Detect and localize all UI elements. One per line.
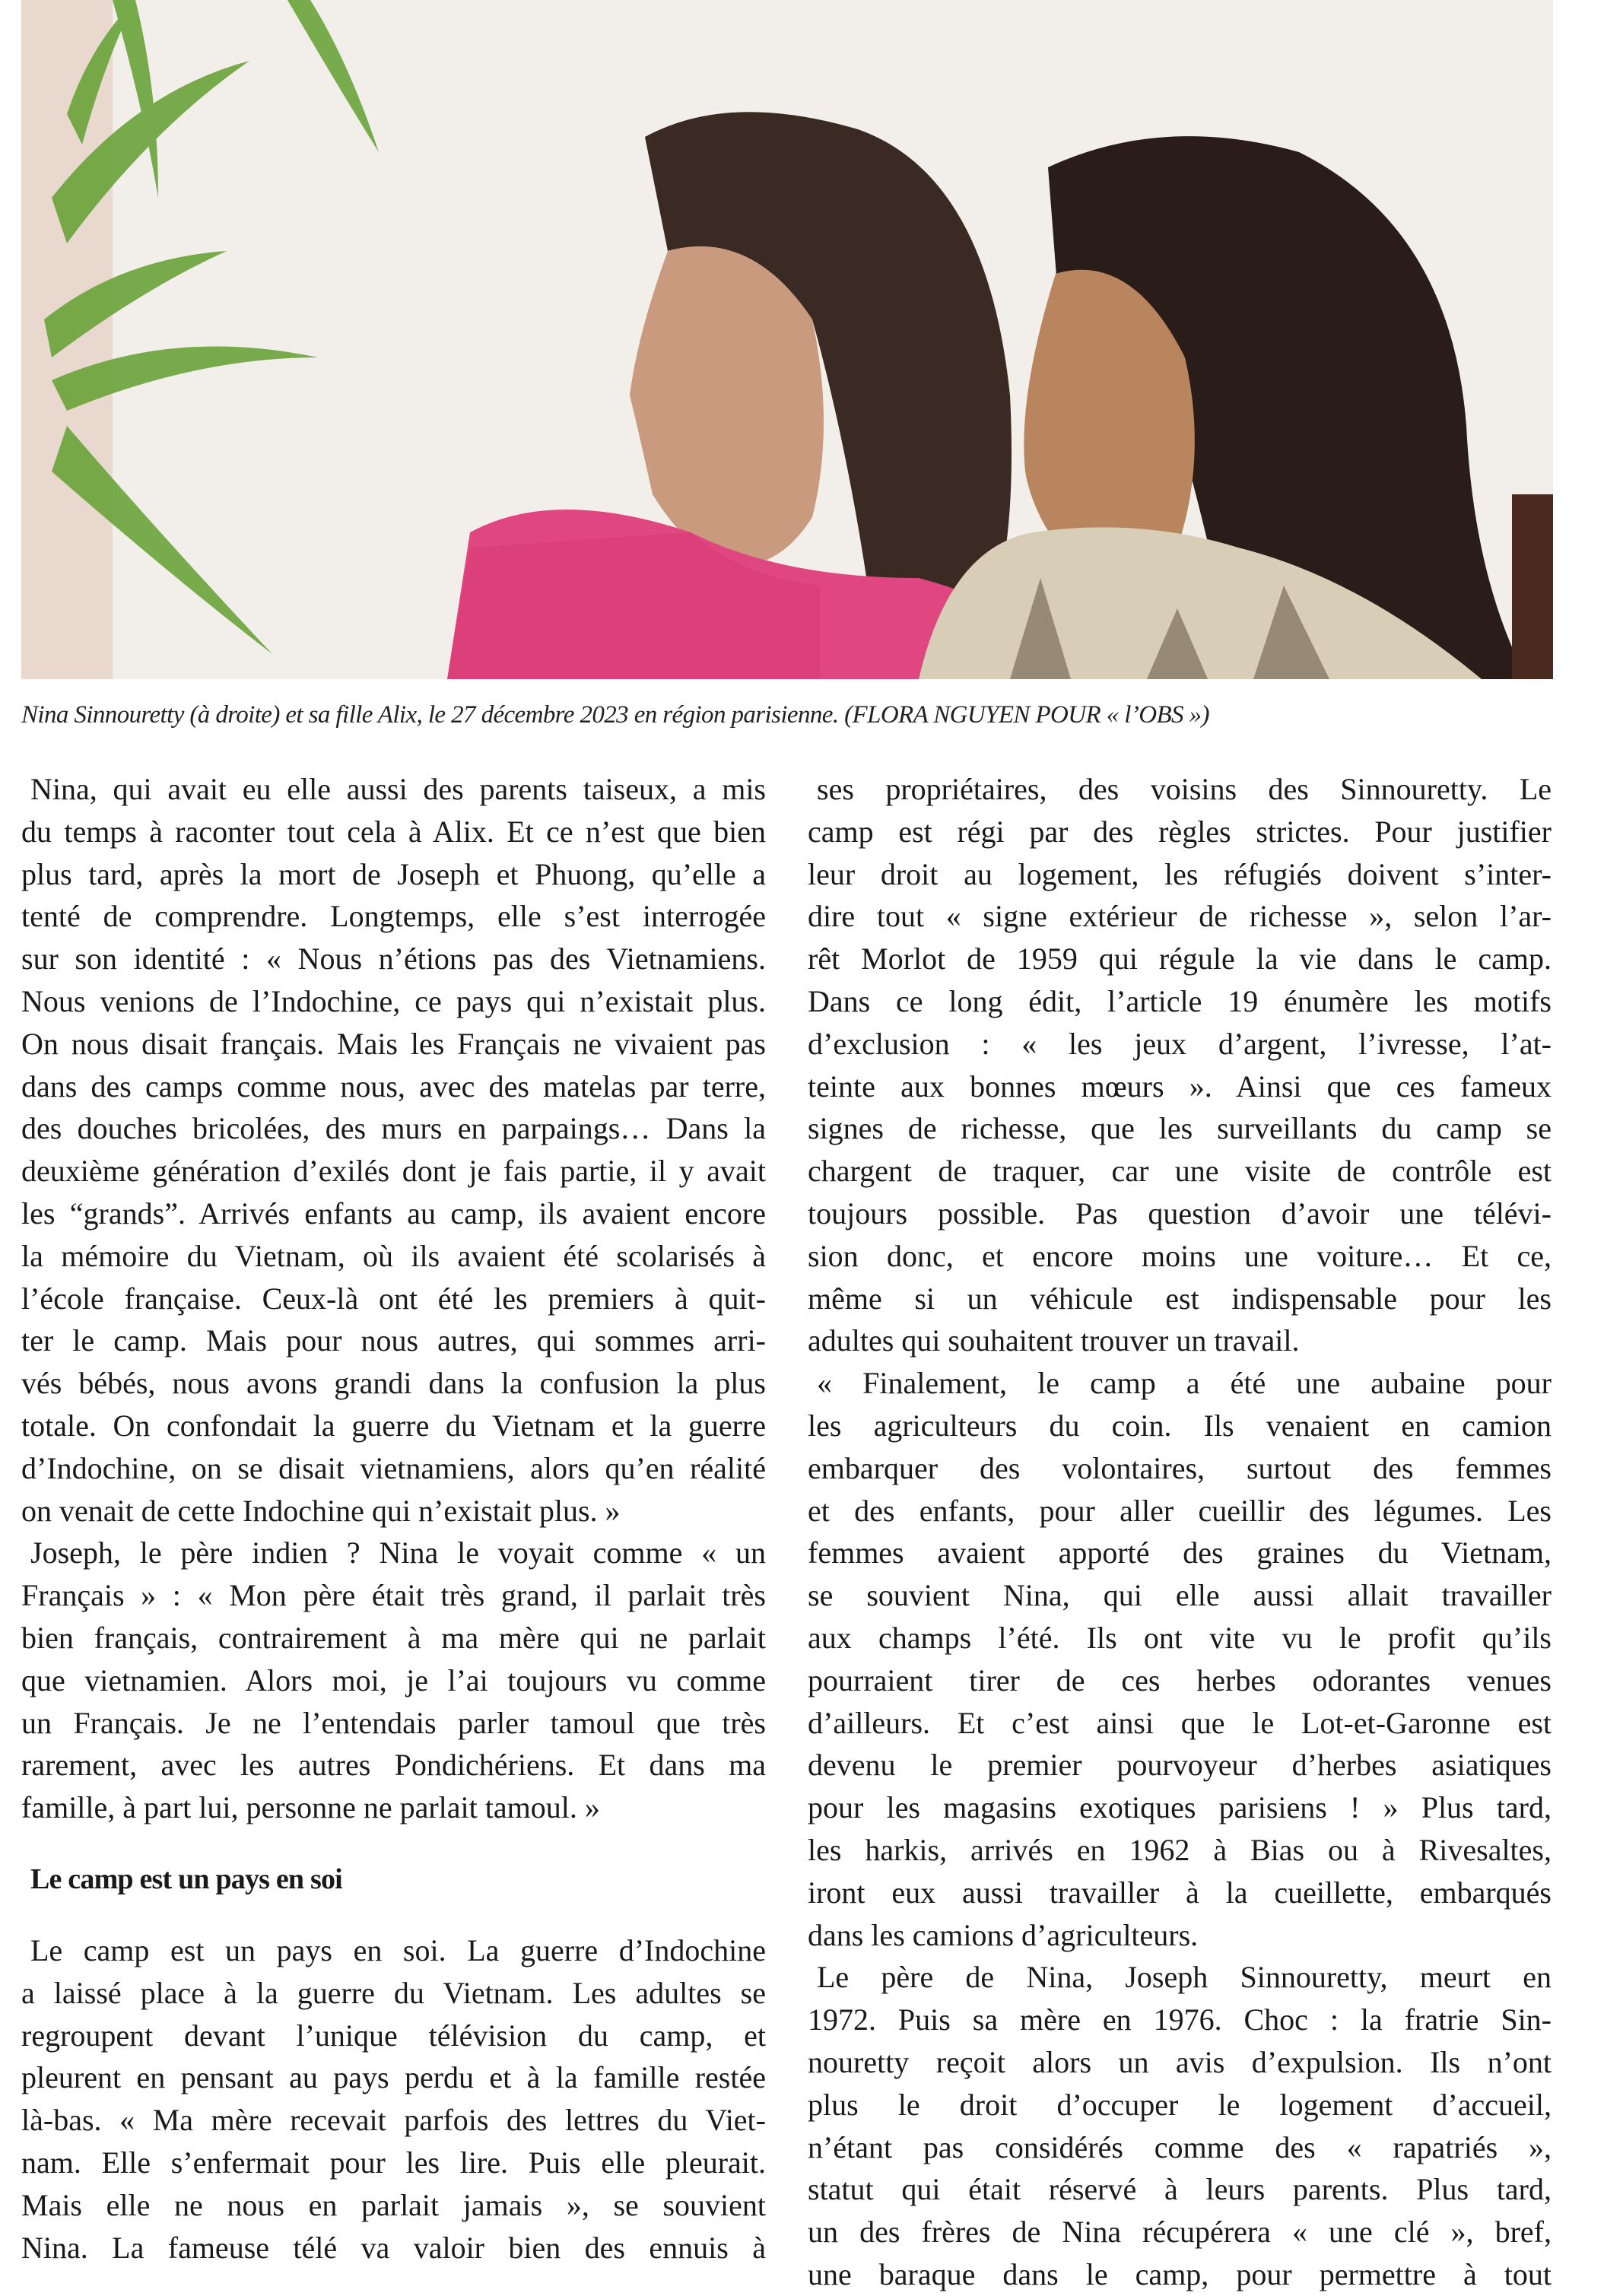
paragraph: [21, 1532, 766, 1829]
article-column-right: [808, 768, 1552, 2296]
text-line: Joseph, le père indien ? Nina le voyait comme « un: [30, 1535, 766, 1570]
text-line: que vietnamien. Alors moi, je l’ai toujours vu comme: [21, 1662, 766, 1697]
text-line: sur son identité : « Nous n’étions pas des Vietnamiens.: [21, 942, 766, 977]
text-line: d’ailleurs. Et c’est ainsi que le Lot-et-Garonne est: [808, 1705, 1552, 1740]
text-line: « Finalement, le camp a été une aubaine pour: [817, 1366, 1552, 1401]
text-line: Nina, qui avait eu elle aussi des parents taiseux, a mis: [30, 772, 766, 806]
text-line: tenté de comprendre. Longtemps, elle s’est interrogée: [21, 899, 766, 934]
text-line: nouretty reçoit alors un avis d’expulsion. Ils n’ont: [808, 2044, 1552, 2079]
text-line: même si un véhicule est indispensable pour les: [808, 1281, 1552, 1316]
text-line: devenu le premier pourvoyeur d’herbes asiatiques: [808, 1748, 1552, 1783]
text-line: se souvient Nina, qui elle aussi allait travailler: [808, 1578, 1552, 1613]
text-line: les “grands”. Arrivés enfants au camp, ils avaient encore: [21, 1196, 766, 1231]
text-line: l’école française. Ceux-là ont été les premiers à quit-: [21, 1281, 766, 1316]
paragraph: [808, 768, 1552, 1362]
text-line: chargent de traquer, car une visite de contrôle est: [808, 1154, 1552, 1189]
photo-illustration: [21, 0, 1553, 679]
text-line: les harkis, arrivés en 1962 à Bias ou à Rivesaltes,: [808, 1832, 1552, 1867]
text-line: la mémoire du Vietnam, où ils avaient été scolarisés à: [21, 1238, 766, 1273]
article-column-left: [21, 768, 766, 2269]
text-line: rêt Morlot de 1959 qui régule la vie dans le camp.: [808, 942, 1552, 977]
text-line: Mais elle ne nous en parlait jamais », se souvient: [21, 2187, 766, 2222]
text-line: camp est régi par des règles strictes. Pour justifier: [808, 814, 1552, 849]
text-line: d’exclusion : « les jeux d’argent, l’ivresse, l’at-: [808, 1026, 1552, 1061]
text-line: Le camp est un pays en soi. La guerre d’Indochine: [30, 1932, 766, 1967]
text-line: pour les magasins exotiques parisiens ! » Plus tard,: [808, 1790, 1552, 1825]
text-line: Dans ce long édit, l’article 19 énumère les motifs: [808, 983, 1552, 1018]
text-line: là-bas. « Ma mère recevait parfois des lettres du Viet-: [21, 2103, 766, 2138]
text-line: deuxième génération d’exilés dont je fais partie, il y avait: [21, 1154, 766, 1189]
text-line: dans les camions d’agriculteurs.: [808, 1917, 1199, 1952]
text-line: des douches bricolées, des murs en parpaings… Dans la: [21, 1111, 766, 1146]
text-line: un des frères de Nina récupérera « une clé », bref,: [808, 2215, 1552, 2250]
text-line: embarquer des volontaires, surtout des femmes: [808, 1450, 1552, 1485]
article-photo: [21, 0, 1553, 679]
text-line: iront eux aussi travailler à la cueillette, embarqués: [808, 1875, 1552, 1910]
text-line: plus le droit d’occuper le logement d’accueil,: [808, 2087, 1552, 2122]
paragraph: [808, 1956, 1552, 2295]
text-line: pleurent en pensant au pays perdu et à la famille restée: [21, 2060, 766, 2095]
text-line: d’Indochine, on se disait vietnamiens, alors qu’en réalité: [21, 1450, 766, 1485]
text-line: dire tout « signe extérieur de richesse », selon l’ar-: [808, 899, 1552, 934]
text-line: les agriculteurs du coin. Ils venaient en camion: [808, 1408, 1552, 1443]
photo-caption: Nina Sinnouretty (à droite) et sa fille Alix, le 27 décembre 2023 en région parisienne. (FLORA NGUYEN POUR « l’OBS »): [21, 701, 1209, 729]
text-line: plus tard, après la mort de Joseph et Phuong, qu’elle a: [21, 856, 766, 891]
text-line: famille, à part lui, personne ne parlait tamoul. »: [21, 1790, 600, 1825]
text-line: dans des camps comme nous, avec des matelas par terre,: [21, 1069, 766, 1104]
text-line: Le père de Nina, Joseph Sinnouretty, meurt en: [817, 1960, 1552, 1995]
text-line: n’étant pas considérés comme des « rapatriés »,: [808, 2129, 1552, 2164]
text-line: aux champs l’été. Ils ont vite vu le profit qu’ils: [808, 1620, 1552, 1655]
text-line: on venait de cette Indochine qui n’existait plus. »: [21, 1493, 621, 1528]
text-line: un Français. Je ne l’entendais parler tamoul que très: [21, 1705, 766, 1740]
paragraph: [21, 1929, 766, 2269]
text-line: regroupent devant l’unique télévision du camp, et: [21, 2018, 766, 2053]
section-heading: Le camp est un pays en soi: [30, 1863, 342, 1895]
text-line: Nina. La fameuse télé va valoir bien des ennuis à: [21, 2230, 766, 2265]
text-line: bien français, contrairement à ma mère qui ne parlait: [21, 1620, 766, 1655]
text-line: On nous disait français. Mais les Français ne vivaient pas: [21, 1026, 766, 1061]
text-line: Nous venions de l’Indochine, ce pays qui n’existait plus.: [21, 983, 766, 1018]
text-line: totale. On confondait la guerre du Vietnam et la guerre: [21, 1408, 766, 1443]
text-line: et des enfants, pour aller cueillir des légumes. Les: [808, 1493, 1552, 1528]
text-line: pourraient tirer de ces herbes odorantes venues: [808, 1662, 1552, 1697]
text-line: du temps à raconter tout cela à Alix. Et ce n’est que bien: [21, 814, 766, 849]
text-line: a laissé place à la guerre du Vietnam. Les adultes se: [21, 1975, 766, 2010]
text-line: adultes qui souhaitent trouver un travail.: [808, 1323, 1300, 1358]
text-line: ses propriétaires, des voisins des Sinnouretty. Le: [817, 772, 1552, 806]
text-line: vés bébés, nous avons grandi dans la confusion la plus: [21, 1366, 766, 1401]
text-line: teinte aux bonnes mœurs ». Ainsi que ces fameux: [808, 1069, 1552, 1104]
text-line: statut qui était réservé à leurs parents. Plus tard,: [808, 2172, 1552, 2207]
text-line: rarement, avec les autres Pondichériens. Et dans ma: [21, 1748, 766, 1783]
section-spacer: [21, 1910, 766, 1929]
paragraph: [808, 1362, 1552, 1956]
text-line: signes de richesse, que les surveillants du camp se: [808, 1111, 1552, 1146]
paragraph: [21, 768, 766, 1532]
text-line: leur droit au logement, les réfugiés doivent s’inter-: [808, 856, 1552, 891]
section-spacer: [21, 1829, 766, 1849]
text-line: sion donc, et encore moins une voiture… Et ce,: [808, 1238, 1552, 1273]
text-line: nam. Elle s’enfermait pour les lire. Puis elle pleurait.: [21, 2145, 766, 2180]
text-line: 1972. Puis sa mère en 1976. Choc : la fratrie Sin-: [808, 2002, 1552, 2037]
text-line: Français » : « Mon père était très grand, il parlait très: [21, 1578, 766, 1613]
text-line: une baraque dans le camp, pour permettre à tout: [808, 2256, 1552, 2291]
text-line: ter le camp. Mais pour nous autres, qui sommes arri-: [21, 1323, 766, 1358]
text-line: toujours possible. Pas question d’avoir une télévi-: [808, 1196, 1552, 1231]
text-line: femmes avaient apporté des graines du Vietnam,: [808, 1535, 1552, 1570]
